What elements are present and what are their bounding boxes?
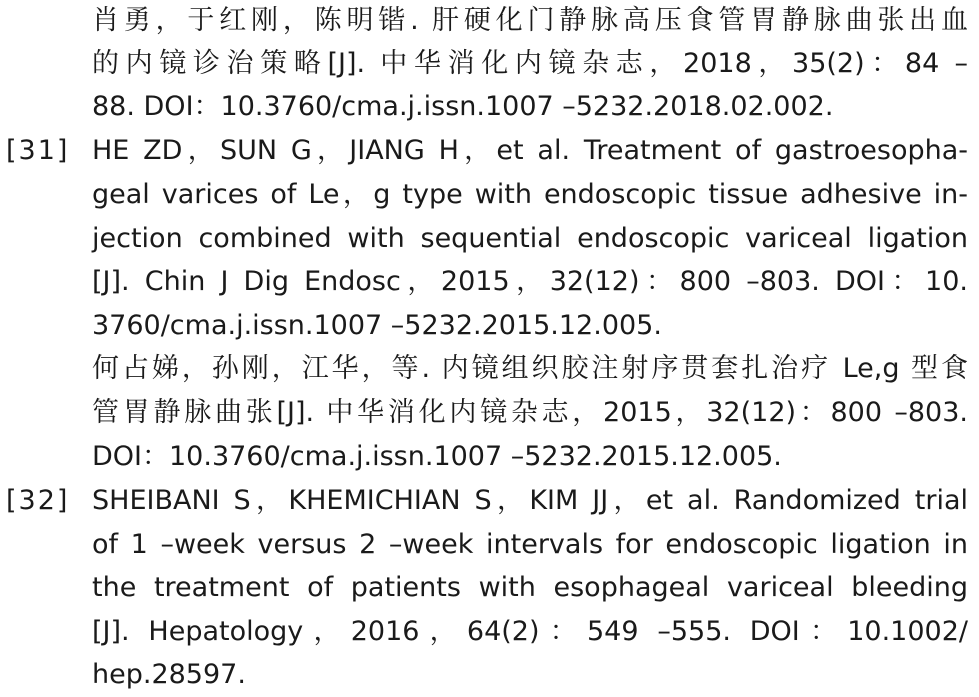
reference-32-line-5: hep.28597. [92,659,246,690]
reference-31-line-3: jection combined with sequential endoscopic variceal ligation [92,223,968,254]
reference-31-line-1: HE ZD，SUN G，JIANG H，et al. Treatment of gastroesopha- [92,135,968,166]
reference-31-label: [31] [6,135,70,166]
reference-31-line-4: [J]. Chin J Dig Endosc，2015，32(12)：800 –803. DOI：10. [92,266,968,297]
reference-30-line-2: 的内镜诊治策略[J]. 中华消化内镜杂志，2018，35(2)：84 – [92,48,968,79]
reference-31-line-8: DOI：10.3760/cma.j.issn.1007 –5232.2015.12.005. [92,441,782,472]
reference-30-line-1: 肖勇，于红刚，陈明锴. 肝硬化门静脉高压食管胃静脉曲张出血 [92,5,968,36]
reference-32-label: [32] [6,485,70,516]
reference-32-line-3: the treatment of patients with esophageal variceal bleeding [92,572,968,603]
reference-32-line-4: [J]. Hepatology，2016，64(2)：549 –555. DOI：10.1002/ [92,616,968,647]
reference-31-line-2: geal varices of Le，g type with endoscopic tissue adhesive in- [92,179,968,210]
reference-30-line-3: 88. DOI：10.3760/cma.j.issn.1007 –5232.2018.02.002. [92,91,834,122]
reference-31-line-6: 何占娣，孙刚，江华，等. 内镜组织胶注射序贯套扎治疗 Le,g 型食 [92,353,968,384]
reference-32-line-2: of 1 –week versus 2 –week intervals for endoscopic ligation in [92,529,968,560]
reference-32-line-1: SHEIBANI S，KHEMICHIAN S，KIM JJ，et al. Randomized trial [92,485,968,516]
reference-31-line-7: 管胃静脉曲张[J]. 中华消化内镜杂志，2015，32(12)：800 –803. [92,397,968,428]
reference-31-line-5: 3760/cma.j.issn.1007 –5232.2015.12.005. [92,310,662,341]
